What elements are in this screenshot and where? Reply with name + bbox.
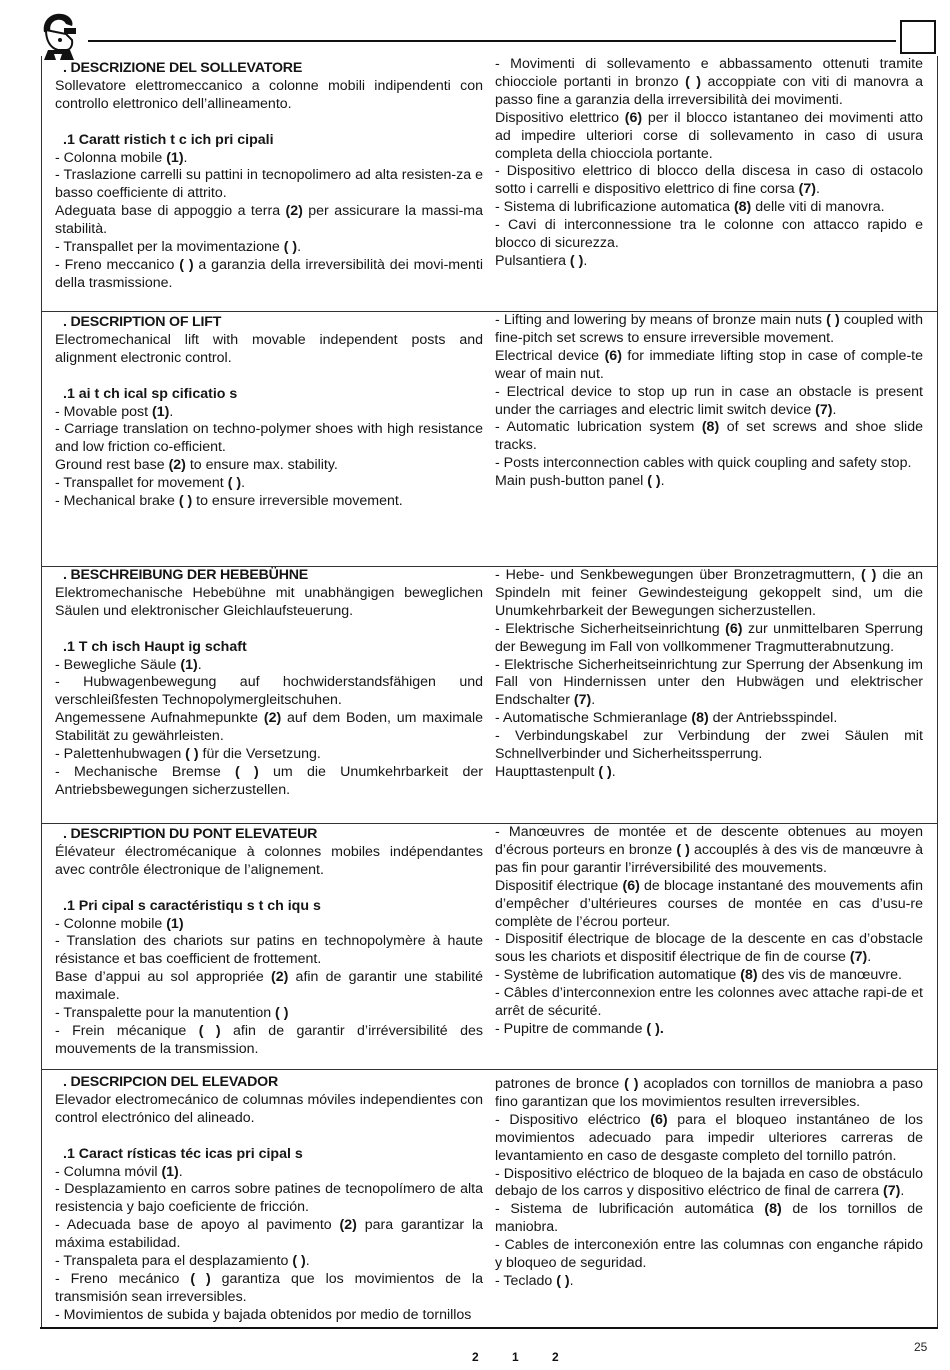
paragraph: - Movimenti di sollevamento e abbassamento ottenuti tramite chiocciole portanti in bronzo ( ) accoppiate con viti di manovra a passo fine a garanzia della irreversibilità dei movimenti. xyxy=(495,56,923,108)
section-es xyxy=(41,1069,938,1327)
footer-code-text: 2 1 2 xyxy=(472,1350,559,1364)
paragraph: Elevador electromecánico de columnas móviles independientes con control electrónico del alineado. xyxy=(55,1091,483,1126)
paragraph-gap xyxy=(55,621,483,639)
section-fr-left-column xyxy=(55,826,483,1059)
paragraph-gap xyxy=(55,880,483,898)
section-de-right-column xyxy=(495,567,923,782)
paragraph: Electromechanical lift with movable independent posts and alignment electronic control. xyxy=(55,331,483,366)
paragraph: Pulsantiera ( ). xyxy=(495,252,588,269)
page-corner-box xyxy=(900,20,936,54)
paragraph: Adeguata base di appoggio a terra (2) per assicurare la massi-ma stabilità. xyxy=(55,203,483,238)
paragraph: - Elektrische Sicherheitseinrichtung (6) zur unmittelbaren Sperrung der Bewegung im Fall von vollkommener Tragmutterabnutzung. xyxy=(495,620,923,655)
section-title: . DESCRIPTION DU PONT ELEVATEUR xyxy=(63,826,318,842)
paragraph: Élévateur électromécanique à colonnes mobiles indépendantes avec contrôle électronique de l’alignement. xyxy=(55,843,483,878)
paragraph: - Adecuada base de apoyo al pavimento (2) para garantizar la máxima estabilidad. xyxy=(55,1217,483,1252)
paragraph: - Manœuvres de montée et de descente obtenues au moyen d’écrous porteurs en bronze ( ) accouplés à des vis de manœuvre à pas fin pour garantir l’irréversibilité des mouvements. xyxy=(495,824,923,876)
section-title: . DESCRIPTION OF LIFT xyxy=(63,314,222,330)
paragraph: - Transpalette pour la manutention ( ) xyxy=(55,1005,289,1022)
paragraph: - Traslazione carrelli su pattini in tecnopolimero ad alta resisten-za e basso coefficiente di attrito. xyxy=(55,167,483,202)
paragraph: - Columna móvil (1). xyxy=(55,1163,183,1180)
paragraph: - Freno mecánico ( ) garantiza que los movimientos de la transmisión sean irreversibles. xyxy=(55,1270,483,1305)
paragraph: - Câbles d’interconnexion entre les colonnes avec attache rapi-de et arrêt de sécurité. xyxy=(495,985,923,1020)
paragraph: Ground rest base (2) to ensure max. stability. xyxy=(55,457,338,474)
subsection-title: .1 Pri cipal s caractéristiqu s t ch iqu s xyxy=(63,897,321,914)
paragraph: - Transpallet per la movimentazione ( ). xyxy=(55,239,302,256)
paragraph: - Desplazamiento en carros sobre patines de tecnopolímero de alta resistencia y bajo coeficiente de fricción. xyxy=(55,1181,483,1216)
paragraph: - Système de lubrification automatique (8) des vis de manœuvre. xyxy=(495,967,902,984)
paragraph: Haupttastenpult ( ). xyxy=(495,763,616,780)
frame-bottom-rule xyxy=(40,1327,938,1329)
paragraph: - Transpallet for movement ( ). xyxy=(55,475,246,492)
paragraph: - Automatische Schmieranlage (8) der Antriebsspindel. xyxy=(495,710,838,727)
section-es-left-column xyxy=(55,1074,483,1325)
paragraph-gap xyxy=(55,1128,483,1146)
paragraph: - Palettenhubwagen ( ) für die Versetzung. xyxy=(55,746,321,763)
header-rule xyxy=(88,40,896,42)
paragraph: Angemessene Aufnahmepunkte (2) auf dem Boden, um maximale Stabilität zu gewährleisten. xyxy=(55,710,483,745)
paragraph: - Lifting and lowering by means of bronze main nuts ( ) coupled with fine-pitch set screws to ensure irreversible movement. xyxy=(495,312,923,346)
section-title: . BESCHREIBUNG DER HEBEBÜHNE xyxy=(63,567,309,583)
paragraph: - Pupitre de commande ( ). xyxy=(495,1020,664,1037)
paragraph: - Movable post (1). xyxy=(55,403,174,420)
section-en-left-column xyxy=(55,314,483,511)
paragraph: - Verbindungskabel zur Verbindung der zwei Säulen mit Schnellverbinder und Sicherheitssperrung. xyxy=(495,728,923,763)
section-it xyxy=(41,56,938,311)
section-de xyxy=(41,566,938,823)
paragraph: Electrical device (6) for immediate lifting stop in case of comple-te wear of main nut. xyxy=(495,347,924,382)
section-fr xyxy=(41,823,938,1069)
paragraph: - Dispositivo eléctrico (6) para el bloqueo instantáneo de los movimientos adecuado para impedir ulteriores carreras de levantamiento en caso de desgaste completo del tornillo patrón. xyxy=(495,1111,923,1164)
paragraph: - Dispositif électrique de blocage de la descente en cas d’obstacle sous les chariots et dispositif électrique de fin de course (7). xyxy=(495,931,923,966)
paragraph: - Hubwagenbewegung auf hochwiderstandsfähigen und verschleißfesten Technopolymergleitschuhen. xyxy=(55,674,483,709)
paragraph: - Electrical device to stop up run in case an obstacle is present under the carriages and electric limit switch device (7). xyxy=(495,383,923,418)
paragraph: - Mechanische Bremse ( ) um die Unumkehrbarkeit der Antriebsbewegungen sicherzustellen. xyxy=(55,763,483,798)
paragraph: - Translation des chariots sur patins en technopolymère à haute résistance et bas coefficient de frottement. xyxy=(55,933,483,968)
subsection-title: .1 Caratt ristich t c ich pri cipali xyxy=(63,131,274,148)
footer-code xyxy=(472,1350,559,1364)
paragraph: - Colonne mobile (1) xyxy=(55,915,184,932)
paragraph: - Transpaleta para el desplazamiento ( ). xyxy=(55,1253,310,1270)
section-de-left-column xyxy=(55,567,483,800)
paragraph: Elektromechanische Hebebühne mit unabhängigen beweglichen Säulen und elektronischer Gleichlaufsteuerung. xyxy=(55,584,483,619)
paragraph: - Bewegliche Säule (1). xyxy=(55,656,202,673)
paragraph: - Sistema de lubrificación automática (8) de los tornillos de maniobra. xyxy=(495,1201,923,1236)
section-en xyxy=(41,311,938,566)
paragraph: - Sistema di lubrificazione automatica (8) delle viti di manovra. xyxy=(495,199,885,216)
subsection-title: .1 ai t ch ical sp cificatio s xyxy=(63,385,238,402)
subsection-title: .1 Caract rísticas téc icas pri cipal s xyxy=(63,1145,303,1162)
paragraph: - Cables de interconexión entre las columnas con enganche rápido y bloqueo de seguridad. xyxy=(495,1237,923,1272)
paragraph: - Carriage translation on techno-polymer shoes with high resistance and low friction co-efficient. xyxy=(55,421,483,456)
paragraph: Dispositivo elettrico (6) per il blocco istantaneo dei movimenti atto ad impedire ulteriori corse di sollevamento in caso di usura completa della chiocciola portante. xyxy=(495,109,923,162)
section-title: . DESCRIZIONE DEL SOLLEVATORE xyxy=(63,60,303,76)
section-es-right-column xyxy=(495,1076,923,1291)
paragraph: - Dispositivo eléctrico de bloqueo de la bajada en caso de obstáculo debajo de los carros y dispositivo eléctrico de final de carrera (7). xyxy=(495,1165,923,1200)
paragraph: - Dispositivo elettrico di blocco della discesa in caso di ostacolo sotto i carrelli e dispositivo elettrico di fine corsa (7). xyxy=(495,163,923,198)
paragraph: - Elektrische Sicherheitseinrichtung zur Sperrung der Absenkung im Fall von Hindernissen unter den Hubwägen und elektrischer Endschalter (7). xyxy=(495,656,923,709)
section-en-right-column xyxy=(495,312,923,491)
paragraph: - Movimientos de subida y bajada obtenidos por medio de tornillos xyxy=(55,1306,472,1323)
paragraph: - Cavi di interconnessione tra le colonne con attacco rapido e blocco di sicurezza. xyxy=(495,217,923,252)
paragraph: - Posts interconnection cables with quick coupling and safety stop. xyxy=(495,455,912,472)
paragraph: Sollevatore elettromeccanico a colonne mobili indipendenti con controllo elettronico dell’allineamento. xyxy=(55,77,483,112)
section-fr-right-column xyxy=(495,824,923,1039)
paragraph-gap xyxy=(55,368,483,386)
paragraph: - Mechanical brake ( ) to ensure irreversible movement. xyxy=(55,493,403,510)
paragraph-gap xyxy=(55,114,483,132)
subsection-title: .1 T ch isch Haupt ig schaft xyxy=(63,638,247,655)
technician-head-logo-icon xyxy=(36,10,82,60)
paragraph: - Teclado ( ). xyxy=(495,1272,574,1289)
paragraph: - Colonna mobile (1). xyxy=(55,149,188,166)
paragraph: Base d’appui au sol appropriée (2) afin de garantir une stabilité maximale. xyxy=(55,969,483,1004)
paragraph: - Hebe- und Senkbewegungen über Bronzetragmuttern, ( ) die an Spindeln mit feiner Gewindesteigung gekoppelt sind, um die Unumkehrbarkeit der Bewegungen sicherzustellen. xyxy=(495,567,923,619)
paragraph: patrones de bronce ( ) acoplados con tornillos de maniobra a paso fino garantizan que los movimientos resulten irreversibles. xyxy=(495,1076,923,1110)
paragraph: Main push-button panel ( ). xyxy=(495,473,665,490)
paragraph: - Freno meccanico ( ) a garanzia della irreversibilità dei movi-menti della trasmissione. xyxy=(55,256,483,291)
paragraph: Dispositif électrique (6) de blocage instantané des mouvements afin d’empêcher d’ultérieures courses de montée en cas d’usu-re complète de l’écrou porteur. xyxy=(495,877,923,930)
section-it-left-column xyxy=(55,60,483,293)
page-number: 25 xyxy=(914,1340,928,1354)
section-it-right-column xyxy=(495,56,923,271)
paragraph: - Frein mécanique ( ) afin de garantir d’irréversibilité des mouvements de la transmission. xyxy=(55,1022,483,1057)
paragraph: - Automatic lubrication system (8) of set screws and shoe slide tracks. xyxy=(495,419,923,454)
section-title: . DESCRIPCION DEL ELEVADOR xyxy=(63,1074,278,1090)
